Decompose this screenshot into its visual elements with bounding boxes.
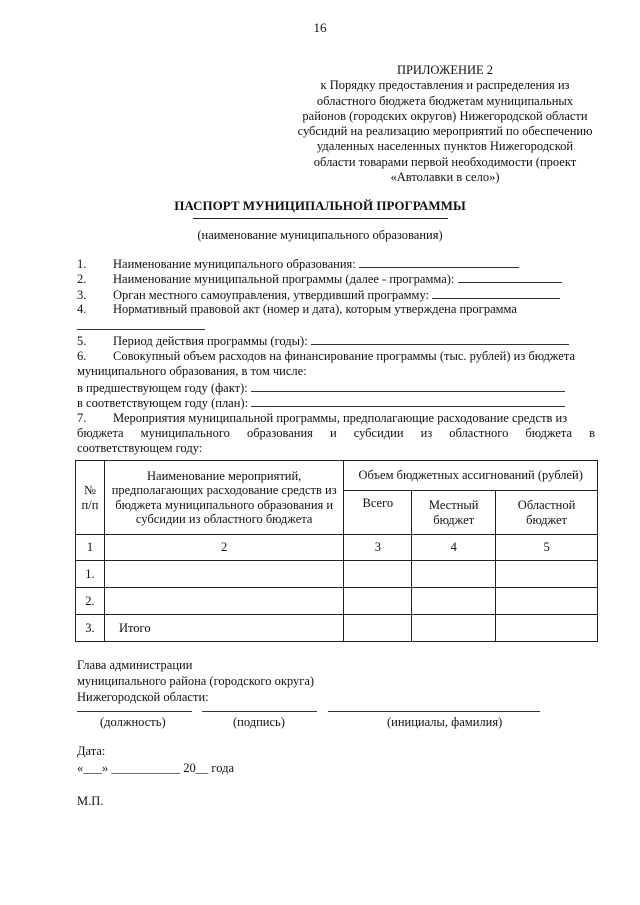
title-underline	[193, 218, 448, 219]
header-volume: Объем бюджетных ассигнований (рублей)	[344, 461, 598, 491]
head-line: Нижегородской области:	[77, 690, 209, 704]
signature-line[interactable]	[202, 711, 317, 712]
item-number: 6.	[77, 349, 87, 363]
item-text: Нормативный правовой акт (номер и дата), которым утверждена программа	[113, 302, 517, 316]
item-2	[77, 271, 595, 288]
header-num: № п/п	[76, 461, 105, 535]
row-num: 1.	[76, 561, 105, 588]
row-regional[interactable]	[496, 561, 598, 588]
row-name[interactable]	[104, 588, 343, 615]
item-number: 5.	[77, 334, 87, 348]
appendix-line: областного бюджета бюджетам муниципальных	[316, 93, 574, 108]
header-name: Наименование мероприятий, предполагающих расходование средств из бюджета муниципального образования и субсидии из областного бюджета	[104, 461, 343, 535]
fill-line[interactable]	[311, 333, 569, 345]
signature-label: (подпись)	[233, 715, 285, 729]
item-text: в предшествующем году (факт):	[77, 381, 248, 395]
position-line[interactable]	[77, 711, 192, 712]
fill-line[interactable]	[251, 380, 565, 392]
appendix-line: ПРИЛОЖЕНИЕ 2	[396, 63, 494, 77]
index-row	[76, 535, 598, 561]
item-7	[77, 411, 595, 427]
appendix-line: субсидий на реализацию мероприятий по обеспечению	[297, 124, 593, 139]
item-number: 1.	[77, 257, 87, 271]
name-label: (инициалы, фамилия)	[387, 715, 503, 729]
item-text: Период действия программы (годы):	[113, 334, 308, 348]
row-num: 3.	[76, 615, 105, 642]
page-number: 16	[313, 20, 327, 35]
item-text: бюджета муниципального образования и субсидии из областного бюджета в	[77, 426, 595, 440]
row-total[interactable]	[344, 615, 412, 642]
appendix-line: удаленных населенных пунктов Нижегородской	[316, 139, 574, 154]
item-6-cont	[77, 364, 595, 380]
title-caption: (наименование муниципального образования)	[197, 228, 443, 242]
fill-line[interactable]	[432, 287, 560, 299]
stamp-place: М.П.	[77, 794, 104, 808]
item-6	[77, 349, 595, 365]
row-regional[interactable]	[496, 615, 598, 642]
item-number: 3.	[77, 288, 87, 302]
row-total[interactable]	[344, 588, 412, 615]
row-total[interactable]	[344, 561, 412, 588]
row-local[interactable]	[412, 615, 496, 642]
item-number: 7.	[77, 411, 87, 425]
item-6-cur-year	[77, 395, 595, 412]
date-label: Дата:	[77, 744, 106, 758]
appendix-line: к Порядку предоставления и распределения из	[320, 78, 570, 93]
item-4	[77, 302, 595, 318]
index-cell: 5	[496, 535, 598, 561]
item-text: муниципального образования, в том числе:	[77, 364, 307, 378]
item-text: Наименование муниципальной программы (далее - программа):	[113, 272, 455, 286]
header-total: Всего	[344, 491, 412, 535]
item-text: Мероприятия муниципальной программы, предполагающие расходование средств из	[113, 411, 568, 425]
index-cell: 4	[412, 535, 496, 561]
row-local[interactable]	[412, 588, 496, 615]
table-row	[76, 561, 598, 588]
fill-line[interactable]	[359, 256, 519, 268]
header-local: Местный бюджет	[412, 491, 496, 535]
date-line[interactable]: «___» ___________ 20__ года	[77, 761, 234, 775]
item-number: 4.	[77, 302, 87, 316]
position-label: (должность)	[100, 715, 166, 729]
measures-table	[75, 460, 598, 642]
head-line: муниципального района (городского округа)	[77, 674, 315, 688]
item-5	[77, 333, 595, 350]
appendix-header	[290, 63, 600, 185]
item-number: 2.	[77, 272, 87, 286]
row-name[interactable]	[104, 561, 343, 588]
item-7-cont-2	[77, 441, 595, 457]
row-local[interactable]	[412, 561, 496, 588]
head-block	[77, 657, 314, 705]
header-regional: Областной бюджет	[496, 491, 598, 535]
document-title: ПАСПОРТ МУНИЦИПАЛЬНОЙ ПРОГРАММЫ	[174, 198, 466, 213]
row-name: Итого	[104, 615, 343, 642]
fill-line[interactable]	[251, 395, 565, 407]
name-line[interactable]	[328, 711, 540, 712]
index-cell: 2	[104, 535, 343, 561]
item-text: Совокупный объем расходов на финансирование программы (тыс. рублей) из бюджета	[113, 349, 575, 363]
appendix-line: области товарами первой необходимости (проект	[313, 154, 577, 169]
fill-line[interactable]	[77, 318, 205, 330]
index-cell: 1	[76, 535, 105, 561]
item-7-cont	[77, 426, 595, 442]
item-text: Орган местного самоуправления, утвердивший программу:	[113, 288, 429, 302]
appendix-line: районов (городских округов) Нижегородской области	[302, 108, 588, 123]
head-line: Глава администрации	[77, 658, 193, 672]
item-text: Наименование муниципального образования:	[113, 257, 356, 271]
item-text: в соответствующем году (план):	[77, 396, 249, 410]
appendix-line: «Автолавки в село»)	[390, 170, 500, 185]
table-row-total	[76, 615, 598, 642]
item-text: соответствующем году:	[77, 441, 203, 455]
row-num: 2.	[76, 588, 105, 615]
row-regional[interactable]	[496, 588, 598, 615]
fill-line[interactable]	[458, 271, 562, 283]
table-row	[76, 588, 598, 615]
index-cell: 3	[344, 535, 412, 561]
